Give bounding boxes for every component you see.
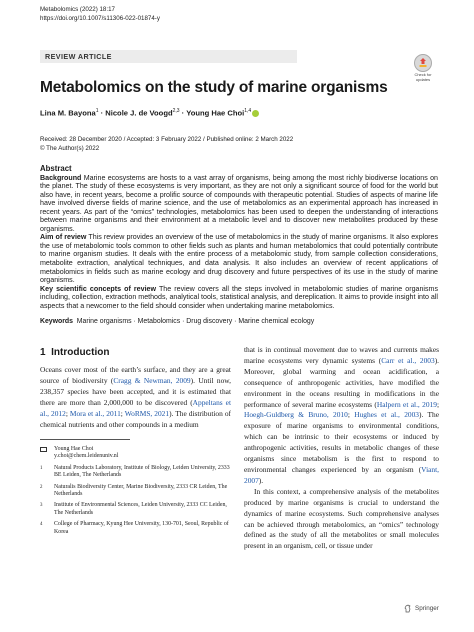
citation-link[interactable]: Mora et al., 2011 bbox=[69, 408, 121, 418]
author-affiliation-sup: 1,4 bbox=[244, 108, 252, 114]
aim-text: This review provides an overview of the use of metabolomics in the study of marine organisms. It also explores the use of metabolomic tools common to other fields such as plants and human metabolomics that could potentially contribute to marine organism studies. It deals with the entire process of a metabolomic study, from sample collection considerations, metabolite extraction, analytical techniques, and data analysis. It also includes an overview of recent applications of metabolomics in fields such as marine ecology and drug discovery and future perspectives of its use in the study of marine organisms. bbox=[40, 233, 439, 285]
author-affiliation-sup: 1 bbox=[95, 108, 99, 114]
citation-link[interactable]: Halpern et al., 2019 bbox=[376, 399, 437, 409]
body-text: ; bbox=[436, 399, 439, 409]
publisher-name: Springer bbox=[415, 605, 439, 612]
corresponding-author bbox=[40, 446, 231, 461]
body-paragraph: In this context, a comprehensive analysis of the metabolites produced by marine organisms is crucial to understand the dynamics of marine ecosystems. Such comprehensive analyses can be achieved through metabolomics, an “omics” technology defined as the study of all the metabolites or small molecules present in an organism, cell, or tissue under bbox=[244, 486, 439, 551]
body-text: ). Moreover, global warming and ocean acidification, a consequence of anthropogenic activities, have modified the environment in the oceans resulting in modifications in the performance of several marine ecosystems ( bbox=[244, 355, 439, 409]
envelope-icon bbox=[40, 447, 47, 452]
affiliation-mark: 1 bbox=[40, 465, 43, 471]
affiliation bbox=[40, 521, 231, 536]
affiliation-text: College of Pharmacy, Kyung Hee University, 130-701, Seoul, Republic of Korea bbox=[54, 521, 229, 535]
body-text: ; bbox=[65, 408, 70, 418]
abstract bbox=[40, 165, 438, 310]
body-text: ; bbox=[347, 410, 355, 420]
body-paragraph bbox=[244, 345, 439, 487]
author-name[interactable]: Lina M. Bayona bbox=[40, 108, 96, 118]
background-label: Background bbox=[40, 173, 82, 182]
author-separator: · bbox=[98, 108, 106, 118]
section-heading bbox=[40, 347, 109, 358]
body-text: ; bbox=[120, 408, 125, 418]
aim-label: Aim of review bbox=[40, 233, 87, 242]
body-left-column bbox=[40, 365, 231, 430]
corresponding-name: Young Hae Choi bbox=[54, 446, 94, 452]
copyright-line: © The Author(s) 2022 bbox=[40, 144, 100, 152]
article-dates bbox=[40, 136, 293, 153]
citation-link[interactable]: Carr et al., 2003 bbox=[381, 355, 435, 365]
background-text: Marine ecosystems are hosts to a vast array of organisms, being among the most richly biodiverse locations on the planet. The study of these ecosystems is very important, as they are not only a significant source of food for the world but also have, in recent years, become a prolific source of compounds with therapeutic potential. Studies of aspects of marine life have involved diverse fields of marine science, and the use of metabolomics as an experimental approach has increased in recent years. As part of the “omics” technologies, metabolomics has been used to deepen the understanding of interactions between marine organisms and their environment at a metabolic level and to discover new metabolites produced by these organisms. bbox=[40, 173, 438, 233]
body-text: that is in continual movement due to waves and currents makes marine ecosystems very dynamic systems ( bbox=[244, 345, 439, 365]
citation-link[interactable]: WoRMS, 2021 bbox=[124, 408, 170, 418]
corresponding-email[interactable]: y.choi@chem.leidenuniv.nl bbox=[54, 453, 119, 460]
section-title: Introduction bbox=[51, 347, 110, 358]
key-concepts-label: Key scientific concepts of review bbox=[40, 284, 157, 293]
body-right-column bbox=[244, 345, 439, 552]
article-title: Metabolomics on the study of marine organisms bbox=[40, 79, 388, 96]
abstract-aim bbox=[40, 233, 438, 284]
body-text: ). Until now, 238,357 species have been accepted, and it is estimated that there are more than 2,000,000 to be discovered ( bbox=[40, 375, 231, 407]
body-text: ). The exposure of marine organisms to environmental conditions, which can be intrinsic to their ecosystems or induced by anthropogenic activities, results in metabolic changes of these organisms since metabolism is the first to respond to environmental changes experienced by an organism ( bbox=[244, 410, 439, 474]
orcid-icon[interactable] bbox=[252, 110, 259, 117]
history-dates: Received: 28 December 2020 / Accepted: 3 February 2022 / Published online: 2 March 2022 bbox=[40, 136, 294, 143]
author-name[interactable]: Nicole J. de Voogd bbox=[105, 108, 173, 118]
affiliation-mark: 3 bbox=[40, 503, 43, 509]
key-concepts-text: The review covers all the steps involved in metabolomic studies of marine organisms including, collection, extraction methods, analytical tools, statistical analysis, and dereplication. It aims to provide insight into all aspects that a newcomer to the field should consider when undertaking marine metabolomics. bbox=[40, 284, 438, 310]
badge-line1: Check for bbox=[414, 72, 432, 77]
affiliation-mark: 2 bbox=[40, 484, 43, 490]
author-separator: · bbox=[179, 108, 187, 118]
check-for-updates-badge[interactable] bbox=[410, 54, 436, 80]
footnotes bbox=[40, 446, 231, 540]
check-updates-icon bbox=[414, 54, 432, 72]
journal-header bbox=[40, 6, 160, 23]
publisher-logo bbox=[404, 604, 439, 613]
author-affiliation-sup: 2,3 bbox=[172, 108, 180, 114]
affiliation-text: Natural Products Laboratory, Institute of Biology, Leiden University, 2333 BE Leiden, The Netherlands bbox=[54, 464, 230, 479]
keywords bbox=[40, 318, 438, 325]
springer-horse-icon bbox=[404, 604, 412, 613]
affiliation bbox=[40, 502, 231, 517]
keywords-text: Marine organisms · Metabolomics · Drug discovery · Marine chemical ecology bbox=[76, 318, 315, 325]
doi-link[interactable]: https://doi.org/10.1007/s11306-022-01874-y bbox=[40, 14, 160, 22]
badge-line2: updates bbox=[415, 76, 431, 82]
affiliation bbox=[40, 465, 231, 480]
affiliation bbox=[40, 484, 231, 499]
abstract-key-concepts bbox=[40, 285, 438, 311]
citation-link[interactable]: Viant, 2007 bbox=[244, 464, 439, 485]
author-list bbox=[40, 108, 259, 118]
citation-link[interactable]: Cragg & Newman, 2009 bbox=[113, 375, 191, 385]
abstract-heading: Abstract bbox=[40, 164, 72, 173]
article-type-banner bbox=[40, 50, 297, 63]
affiliation-mark: 4 bbox=[40, 522, 43, 528]
journal-citation: Metabolomics (2022) 18:17 bbox=[40, 6, 115, 13]
citation-link[interactable]: Hughes et al., 2003 bbox=[354, 410, 419, 420]
footnote-divider bbox=[40, 439, 130, 440]
citation-link[interactable]: Appeltans et al., 2012 bbox=[40, 397, 231, 418]
affiliation-text: Naturalis Biodiversity Center, Marine Biodiversity, 2333 CR Leiden, The Netherlands bbox=[54, 483, 228, 498]
citation-link[interactable]: Hoegh-Guldberg & Bruno, 2010 bbox=[244, 410, 348, 420]
author-name[interactable]: Young Hae Choi bbox=[186, 108, 245, 118]
affiliation-text: Institute of Environmental Sciences, Leiden University, 2333 CC Leiden, The Netherlands bbox=[54, 502, 227, 516]
body-text: Oceans cover most of the earth’s surface, and they are a great source of biodiversity ( bbox=[40, 365, 231, 385]
keywords-label: Keywords bbox=[40, 318, 73, 325]
body-text: ). bbox=[258, 475, 264, 485]
article-type-label: REVIEW ARTICLE bbox=[45, 52, 112, 61]
abstract-background bbox=[40, 174, 438, 234]
body-text: ). The distribution of chemical nutrients and other compounds in a medium bbox=[40, 408, 231, 429]
section-number: 1 bbox=[40, 347, 46, 358]
